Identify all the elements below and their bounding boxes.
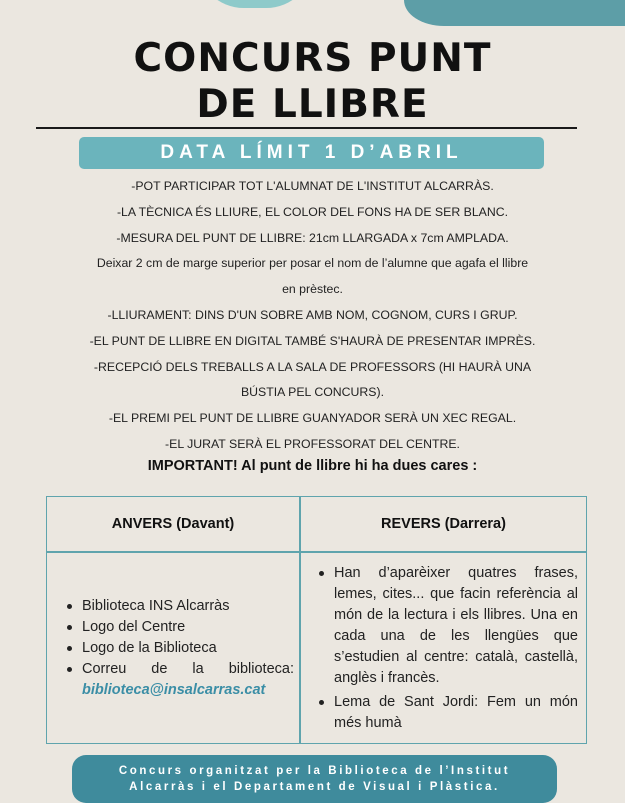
- title-line-1: CONCURS PUNT: [133, 36, 492, 81]
- bullet-icon: [319, 700, 324, 705]
- bullet-icon: [319, 571, 324, 576]
- title-line-2: DE LLIBRE: [196, 82, 429, 127]
- rule-line: -LA TÈCNICA ÉS LLIURE, EL COLOR DEL FONS HA DE SER BLANC.: [116, 204, 509, 219]
- list-item: [64, 680, 294, 701]
- rule-line: -EL JURAT SERÀ EL PROFESSORAT DEL CENTRE.: [165, 436, 460, 451]
- rule-line: Deixar 2 cm de marge superior per posar el nom de l’alumne que agafa el llibre: [96, 256, 529, 271]
- rule-line: -EL PUNT DE LLIBRE EN DIGITAL TAMBÉ S'HAURÀ DE PRESENTAR IMPRÈS.: [89, 333, 536, 348]
- rule-line: en prèstec.: [282, 282, 343, 297]
- deadline-banner: DATA LÍMIT 1 D’ABRIL: [79, 137, 544, 169]
- page-title: [0, 36, 625, 128]
- list-item-text: Lema de Sant Jordi: Fem un món més humà: [334, 694, 578, 731]
- rule-line: -RECEPCIÓ DELS TREBALLS A LA SALA DE PROFESSORS (HI HAURÀ UNA: [93, 359, 532, 374]
- rule-line: -POT PARTICIPAR TOT L'ALUMNAT DE L'INSTITUT ALCARRÀS.: [131, 179, 494, 193]
- rule-line: -EL PREMI PEL PUNT DE LLIBRE GUANYADOR SERÀ UN XEC REGAL.: [108, 411, 517, 426]
- bullet-icon: [67, 667, 72, 672]
- rule-line: -MESURA DEL PUNT DE LLIBRE: 21cm LLARGADA x 7cm AMPLADA.: [116, 230, 509, 245]
- rule-line: BÚSTIA PEL CONCURS).: [240, 385, 385, 400]
- back-items-list: [316, 563, 578, 734]
- list-item: [64, 617, 294, 638]
- footer-line-1: Concurs organitzat per la Biblioteca de l’Institut: [118, 765, 511, 777]
- list-item: [64, 596, 294, 617]
- list-item: [64, 659, 294, 680]
- email-link[interactable]: biblioteca@insalcarras.cat: [82, 682, 266, 698]
- table-row-divider: [47, 551, 586, 553]
- bullet-icon: [67, 625, 72, 630]
- rule-line: -LLIURAMENT: DINS D'UN SOBRE AMB NOM, COGNOM, CURS I GRUP.: [107, 307, 518, 322]
- rules-list: [20, 174, 605, 458]
- title-divider: [36, 127, 577, 129]
- bullet-icon: [67, 646, 72, 651]
- front-items-list: [64, 596, 294, 701]
- list-item-text: Correu de la biblioteca:: [82, 661, 294, 677]
- list-item-text: Biblioteca INS Alcarràs: [82, 598, 230, 614]
- list-item-text: Han d’aparèixer quatres frases, lemes, cites... que facin referència al món de la lectura i els llibres. Una en cada una de les llengües que s’estudien al centre: català, castellà, anglès i francès.: [334, 565, 578, 686]
- footer-line-2: Alcarràs i el Departament de Visual i Plàstica.: [129, 781, 500, 793]
- decorative-shape: [404, 0, 625, 26]
- list-item: [64, 638, 294, 659]
- list-item: [316, 563, 578, 689]
- front-header: ANVERS (Davant): [111, 516, 235, 532]
- back-header: REVERS (Darrera): [381, 516, 506, 532]
- list-item: [316, 692, 578, 734]
- important-note: IMPORTANT! Al punt de llibre hi ha dues cares :: [147, 458, 478, 474]
- list-item-text: Logo de la Biblioteca: [82, 640, 217, 656]
- bullet-icon: [67, 604, 72, 609]
- list-item-text: Logo del Centre: [82, 619, 186, 635]
- decorative-circle: [196, 0, 314, 8]
